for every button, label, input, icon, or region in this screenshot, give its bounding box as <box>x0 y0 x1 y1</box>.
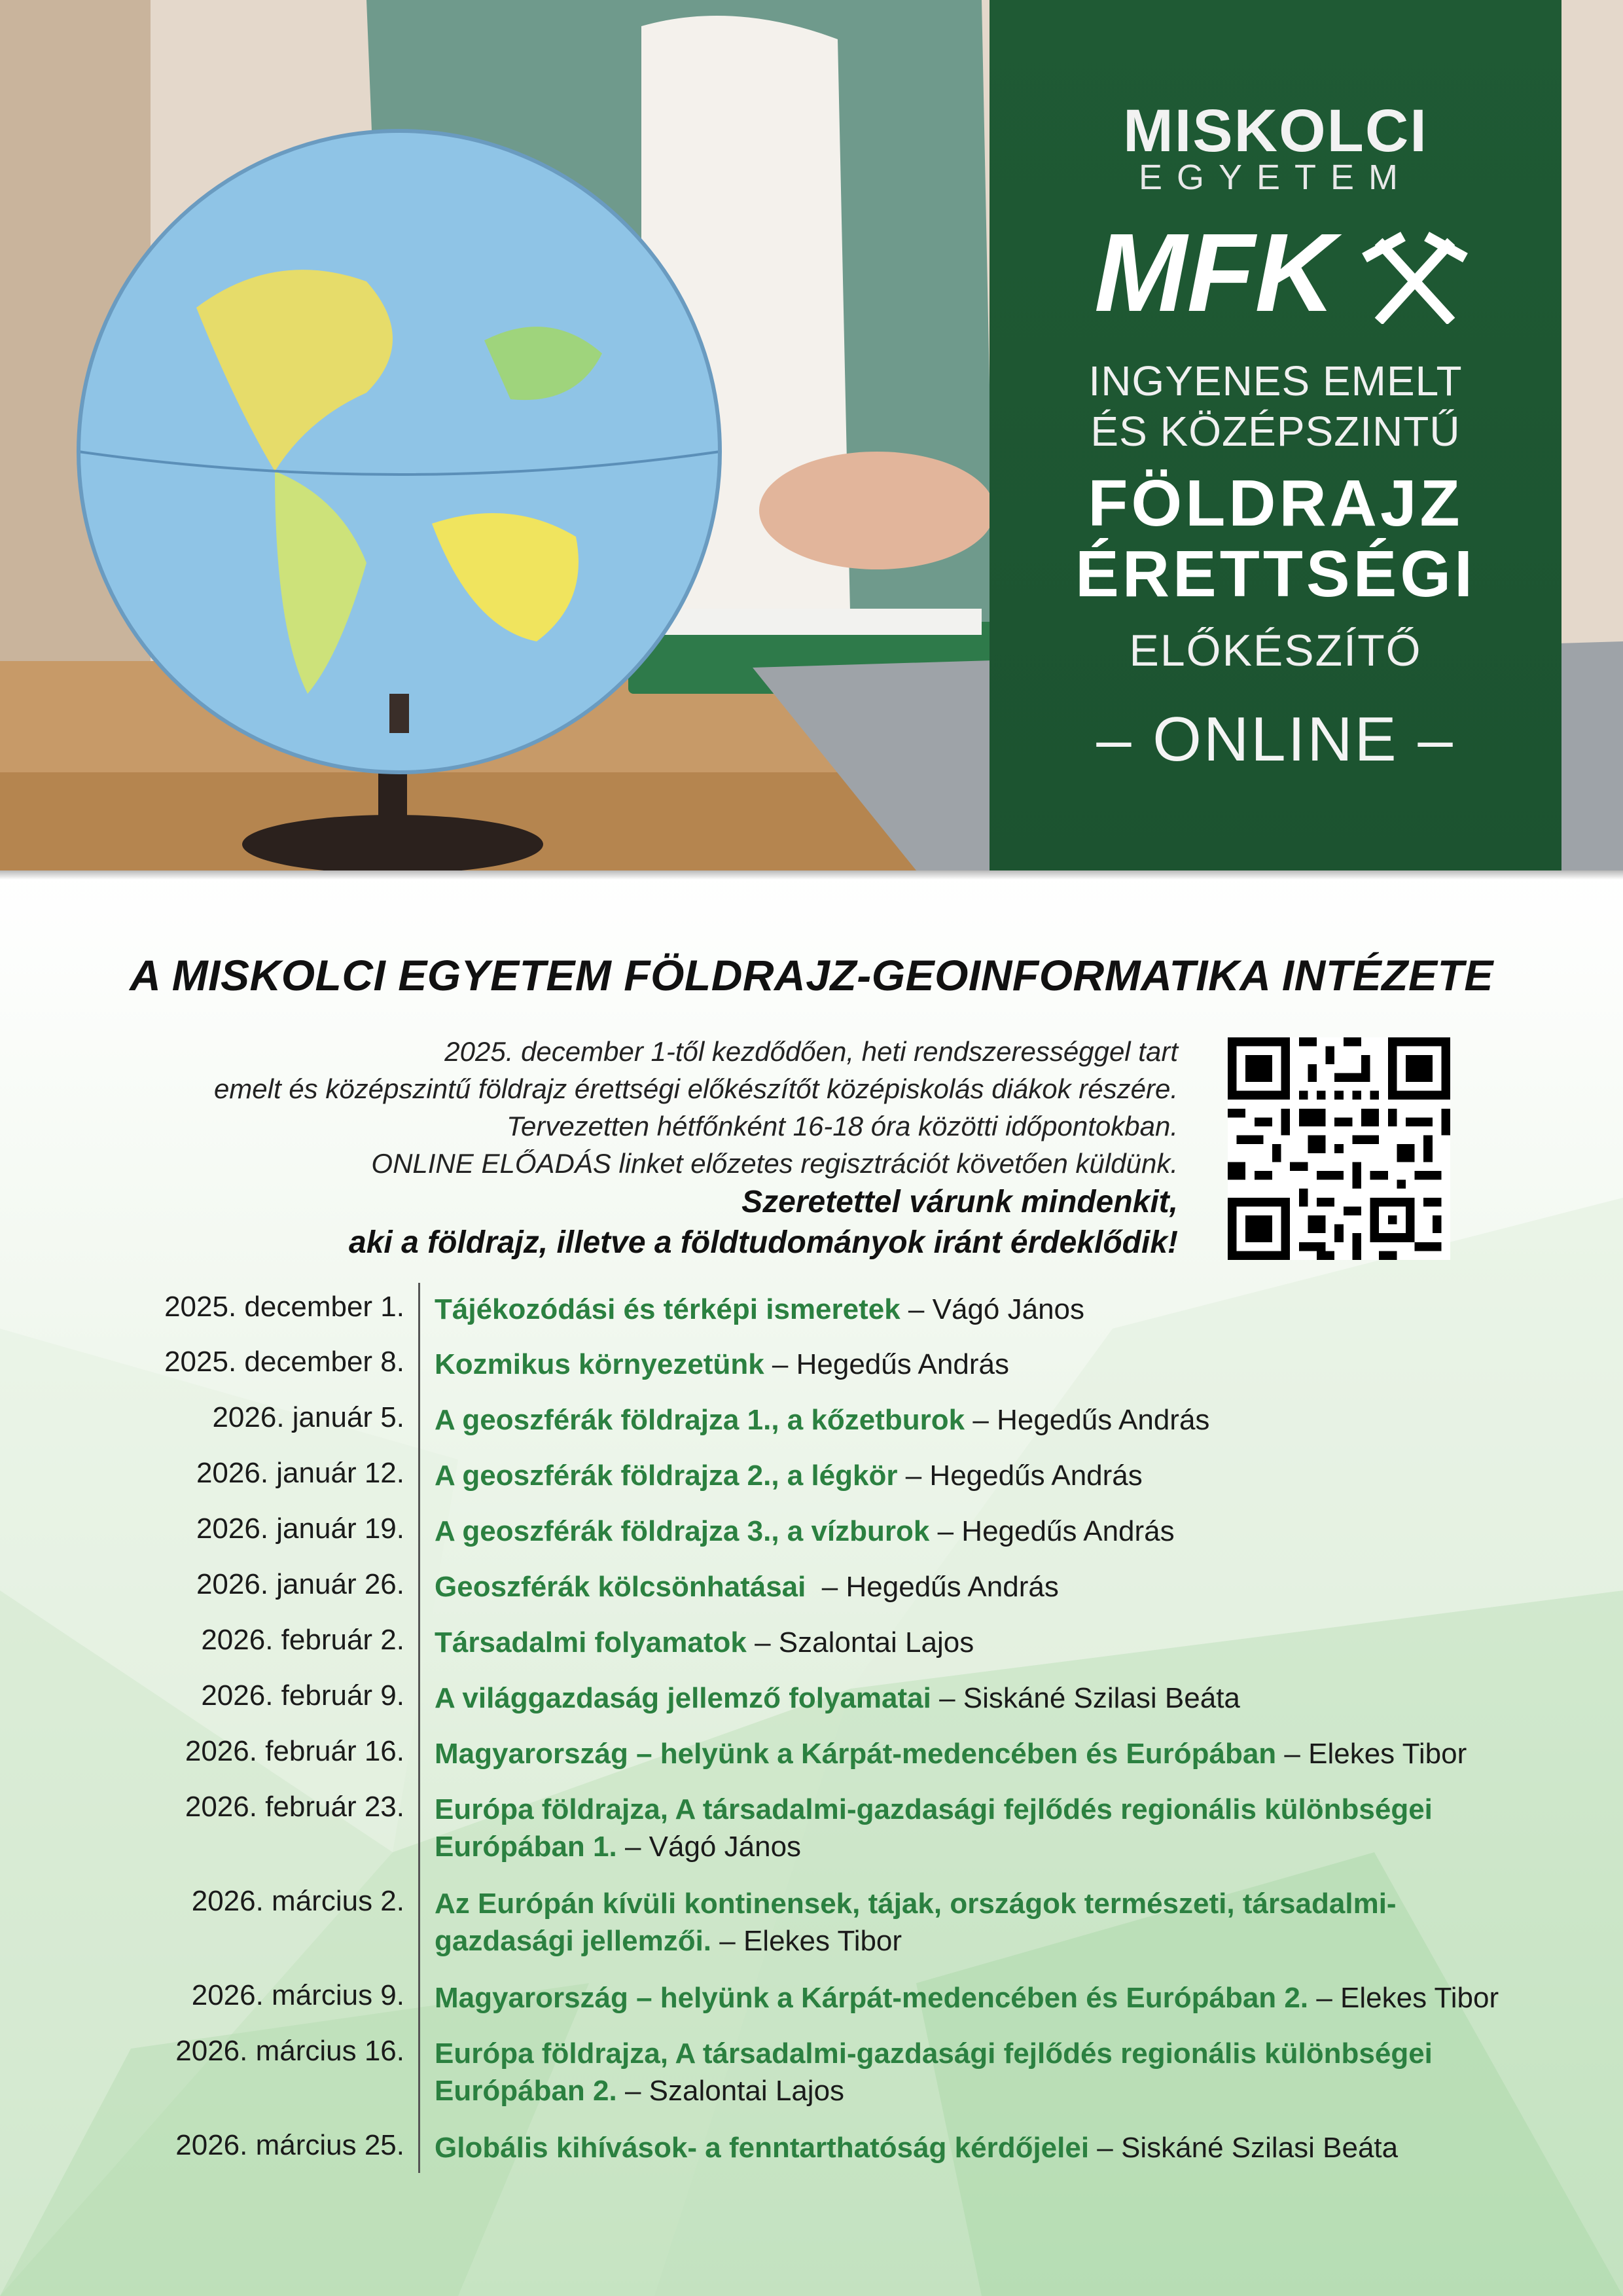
schedule-topic: A geoszférák földrajza 2., a légkör <box>435 1460 898 1492</box>
university-logo-subtext: EGYETEM <box>1138 158 1413 197</box>
schedule-entry <box>435 1291 1534 1328</box>
university-logo-text: MISKOLCI <box>1123 98 1428 164</box>
schedule-speaker: – Elekes Tibor <box>1276 1738 1467 1770</box>
schedule-topic: A világgazdaság jellemző folyamatai <box>435 1682 931 1714</box>
qr-code[interactable] <box>1228 1037 1450 1260</box>
schedule-speaker: – Hegedűs András <box>897 1460 1143 1492</box>
schedule-topic: Az Európán kívüli kontinensek, tájak, országok természeti, társadalmi-gazdasági jellemzői. <box>435 1888 1397 1957</box>
intro-line-2: emelt és középszintű földrajz érettségi előkészítőt középiskolás diákok részére. <box>213 1073 1178 1104</box>
schedule-speaker: – Siskáné Szilasi Beáta <box>1089 2132 1399 2164</box>
schedule-entry <box>435 2129 1534 2166</box>
schedule-speaker: – Hegedűs András <box>929 1515 1175 1547</box>
schedule-entry <box>435 1791 1436 1865</box>
hammer-pick-icon <box>1369 239 1461 317</box>
schedule-topic: Kozmikus környezetünk <box>435 1348 764 1380</box>
mfk-logo-text: MFK <box>1094 226 1336 324</box>
hero-title-2: ÉRETTSÉGI <box>1075 537 1476 611</box>
schedule-speaker: – Elekes Tibor <box>1308 1982 1499 2014</box>
schedule-topic: Geoszférák kölcsönhatásai <box>435 1571 806 1603</box>
schedule-date: 2026. január 19. <box>196 1513 404 1545</box>
schedule-entry <box>435 1885 1508 1960</box>
hero-photo <box>0 0 1623 870</box>
schedule-entry <box>435 1568 1534 1605</box>
schedule-speaker: – Hegedűs András <box>965 1404 1210 1436</box>
title-panel <box>990 0 1561 870</box>
schedule-entry <box>435 1624 1534 1661</box>
schedule-date: 2026. március 2. <box>191 1885 404 1917</box>
schedule-date: 2026. március 25. <box>175 2129 404 2161</box>
hero-line-2: ÉS KÖZÉPSZINTŰ <box>1090 408 1461 455</box>
schedule-speaker: – Siskáné Szilasi Beáta <box>931 1682 1240 1714</box>
schedule-speaker: – Szalontai Lajos <box>616 2075 845 2107</box>
intro-line-1: 2025. december 1-től kezdődően, heti rendszerességgel tart <box>444 1036 1178 1067</box>
schedule-topic: Magyarország – helyünk a Kárpát-medencében és Európában <box>435 1738 1277 1770</box>
schedule-topic: Társadalmi folyamatok <box>435 1626 747 1659</box>
schedule-date: 2026. január 5. <box>212 1401 404 1433</box>
schedule-topic: Magyarország – helyünk a Kárpát-medencében és Európában 2. <box>435 1982 1309 2014</box>
intro-line-3: Tervezetten hétfőnként 16-18 óra közötti időpontokban. <box>507 1111 1178 1141</box>
intro-line-4: ONLINE ELŐADÁS linket előzetes regisztrációt követően küldünk. <box>371 1148 1178 1179</box>
schedule-date: 2026. március 9. <box>191 1979 404 2011</box>
page-heading: A MISKOLCI EGYETEM FÖLDRAJZ-GEOINFORMATIKA INTÉZETE <box>130 951 1493 999</box>
schedule-topic: Tájékozódási és térképi ismeretek <box>435 1293 901 1325</box>
hero-line-5: ELŐKÉSZÍTŐ <box>1129 626 1422 675</box>
schedule-date: 2026. január 12. <box>196 1457 404 1489</box>
schedule-entry <box>435 1457 1534 1494</box>
schedule-date: 2026. február 23. <box>185 1791 404 1823</box>
intro-welcome-1: Szeretettel várunk mindenkit, <box>741 1185 1178 1219</box>
schedule-date: 2025. december 1. <box>164 1291 404 1323</box>
schedule-date: 2026. március 16. <box>175 2035 404 2067</box>
schedule-speaker: – Vágó János <box>900 1293 1085 1325</box>
schedule-speaker: – Szalontai Lajos <box>746 1626 974 1659</box>
schedule-entry <box>435 1735 1534 1772</box>
schedule-topic: A geoszférák földrajza 3., a vízburok <box>435 1515 930 1547</box>
schedule-entry <box>435 1346 1534 1383</box>
schedule-date: 2025. december 8. <box>164 1346 404 1378</box>
intro-welcome-2: aki a földrajz, illetve a földtudományok iránt érdeklődik! <box>349 1225 1178 1260</box>
schedule-topic: Európa földrajza, A társadalmi-gazdasági fejlődés regionális különbségei Európában 1. <box>435 1793 1433 1863</box>
schedule-entry <box>435 2035 1436 2109</box>
section-divider <box>0 870 1623 880</box>
schedule-topic: Globális kihívások- a fenntarthatóság kérdőjelei <box>435 2132 1090 2164</box>
schedule-entry <box>435 1401 1534 1439</box>
schedule-date: 2026. január 26. <box>196 1568 404 1600</box>
hero-online: – ONLINE – <box>1096 704 1455 774</box>
schedule-date: 2026. február 9. <box>201 1679 404 1712</box>
intro-text <box>65 1033 1178 1263</box>
schedule-entry <box>435 1513 1534 1550</box>
schedule-divider <box>418 1283 420 2173</box>
schedule-entry <box>435 1979 1534 2017</box>
schedule-topic: A geoszférák földrajza 1., a kőzetburok <box>435 1404 965 1436</box>
hero-line-1: INGYENES EMELT <box>1088 357 1463 404</box>
hero-title-1: FÖLDRAJZ <box>1088 467 1463 540</box>
schedule-speaker: – Elekes Tibor <box>711 1925 902 1957</box>
schedule-date: 2026. február 16. <box>185 1735 404 1767</box>
schedule-topic: Európa földrajza, A társadalmi-gazdasági fejlődés regionális különbségei Európában 2. <box>435 2037 1433 2107</box>
schedule-speaker: – Hegedűs András <box>806 1571 1059 1603</box>
schedule-date: 2026. február 2. <box>201 1624 404 1656</box>
schedule-entry <box>435 1679 1534 1717</box>
mfk-logo <box>1081 226 1474 324</box>
schedule-speaker: – Vágó János <box>616 1831 802 1863</box>
schedule-speaker: – Hegedűs András <box>764 1348 1009 1380</box>
